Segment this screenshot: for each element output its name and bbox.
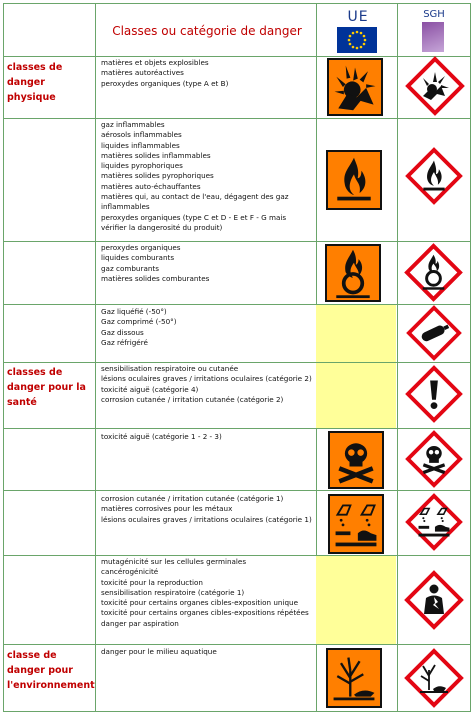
row-items-flammables (101, 120, 313, 233)
empty-ue-cell (316, 363, 396, 428)
sgh-logo-icon (422, 22, 444, 52)
column-divider (397, 3, 398, 712)
list-item: lésions oculaires graves / irritations oculaires (catégorie 2) (101, 374, 312, 384)
row-items-health-hazard (101, 557, 313, 629)
list-item: toxicité aiguë (catégorie 4) (101, 384, 199, 394)
list-item: peroxydes organiques (type C et D - E et F - G mais vérifier la dangerosité du produit) (101, 212, 287, 232)
column-header-title: Classes ou catégorie de danger (112, 24, 302, 38)
list-item: matières et objets explosibles (101, 58, 209, 67)
category-environment: classe de danger pour l'environnement (7, 650, 95, 691)
list-item: toxicité pour certains organes cibles-exposition unique (101, 598, 299, 608)
category-health: classes de danger pour la santé (7, 367, 86, 408)
list-item: gaz comburants (101, 263, 159, 273)
ghs-exploding-bomb-icon (405, 56, 465, 116)
list-item: danger pour le milieu aquatique (101, 647, 217, 656)
list-item: Gaz dissous (101, 327, 144, 337)
row-items-acute-toxicity (101, 432, 313, 442)
ue-flame-icon (326, 150, 382, 210)
ue-explosive-icon (327, 58, 383, 116)
row-items-gases (101, 307, 313, 348)
list-item: peroxydes organiques (101, 243, 181, 252)
empty-ue-cell (316, 305, 396, 362)
list-item: corrosion cutanée / irritation cutanée (catégorie 2) (101, 394, 284, 404)
list-item: peroxydes organiques (type A et B) (101, 78, 229, 88)
ue-skull-crossbones-icon (328, 431, 384, 489)
row-items-irritants (101, 364, 313, 405)
list-item: corrosion cutanée / irritation cutanée (catégorie 1) (101, 494, 284, 503)
list-item: Gaz comprimé (-50°) (101, 317, 177, 327)
list-item: aérosols inflammables (101, 130, 182, 140)
list-item: sensibilisation respiratoire ou cutanée (101, 364, 239, 373)
empty-ue-cell (316, 556, 396, 644)
row-items-environment (101, 647, 313, 657)
ghs-flame-icon (405, 147, 463, 205)
row-divider (3, 555, 471, 556)
list-item: matières solides pyrophoriques (101, 171, 214, 181)
ghs-health-hazard-icon (404, 570, 464, 630)
list-item: matières auto-échauffantes (101, 181, 201, 191)
ghs-skull-crossbones-icon (405, 430, 463, 488)
list-item: matières solides inflammables (101, 150, 211, 160)
row-items-oxidizers (101, 243, 313, 284)
list-item: gaz inflammables (101, 120, 165, 129)
row-divider (3, 56, 471, 57)
row-items-corrosives (101, 494, 313, 525)
row-divider (3, 362, 471, 363)
list-item: sensibilisation respiratoire (catégorie 1) (101, 587, 245, 597)
list-item: liquides pyrophoriques (101, 161, 183, 171)
ue-label: UE (347, 9, 369, 25)
list-item: matières corrosives pour les métaux (101, 504, 233, 514)
row-divider (3, 241, 471, 242)
column-divider (95, 3, 96, 712)
row-divider (3, 118, 471, 119)
list-item: mutagénicité sur les cellules germinales (101, 557, 247, 566)
list-item: matières solides comburantes (101, 273, 210, 283)
ue-corrosion-icon (328, 494, 384, 554)
eu-flag-icon (337, 27, 377, 53)
list-item: cancérogénicité (101, 567, 159, 577)
ue-environment-icon (326, 648, 382, 708)
list-item: toxicité aiguë (catégorie 1 - 2 - 3) (101, 432, 222, 441)
list-item: danger par aspiration (101, 618, 179, 628)
list-item: Gaz liquéfié (-50°) (101, 307, 167, 316)
ue-flame-over-circle-icon (325, 244, 381, 302)
list-item: toxicité pour la reproduction (101, 577, 203, 587)
list-item: matières autoréactives (101, 68, 184, 78)
ghs-corrosion-icon (405, 493, 463, 551)
row-divider (3, 304, 471, 305)
row-divider (3, 644, 471, 645)
sgh-label: SGH (423, 9, 445, 20)
list-item: liquides inflammables (101, 140, 180, 150)
list-item: toxicité pour certains organes cibles-expositions répétées (101, 608, 309, 618)
category-physical: classes de danger physique (7, 62, 63, 103)
ghs-gas-cylinder-icon (405, 305, 463, 361)
row-divider (3, 428, 471, 429)
ghs-flame-over-circle-icon (404, 243, 463, 302)
list-item: matières qui, au contact de l'eau, dégagent des gaz inflammables (101, 192, 289, 212)
row-divider (3, 490, 471, 491)
list-item: liquides comburants (101, 253, 175, 263)
row-items-explosives (101, 58, 313, 89)
ghs-environment-icon (404, 648, 464, 708)
list-item: lésions oculaires graves / irritations oculaires (catégorie 1) (101, 514, 312, 524)
ghs-exclamation-mark-icon (405, 365, 463, 423)
list-item: Gaz réfrigéré (101, 337, 148, 347)
